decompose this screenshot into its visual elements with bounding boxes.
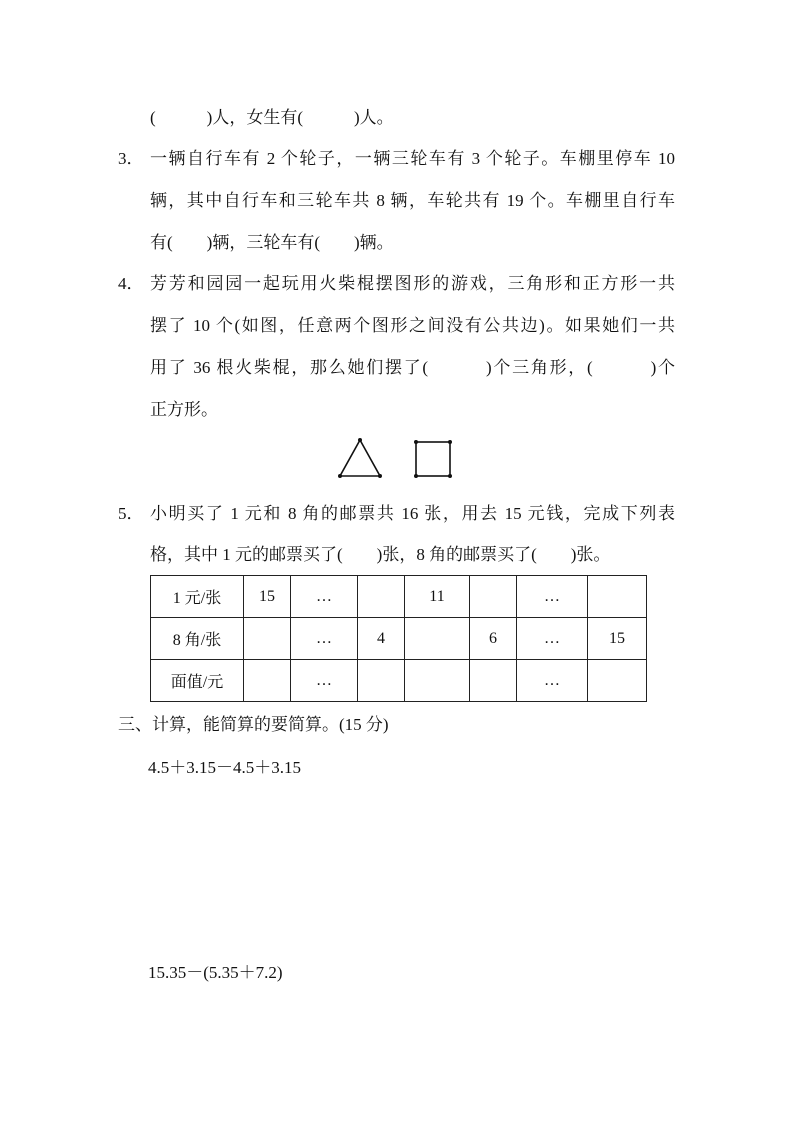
table-cell: … — [517, 660, 588, 702]
row-header: 面值/元 — [151, 660, 244, 702]
question-4-line-2: 摆了 10 个(如图，任意两个图形之间没有公共边)。如果她们一共 — [150, 316, 675, 335]
table-cell — [405, 660, 470, 702]
table-row — [151, 660, 647, 702]
question-3-number: 3． — [118, 149, 144, 168]
question-3-line-2: 辆，其中自行车和三轮车共 8 辆，车轮共有 19 个。车棚里自行车 — [150, 191, 675, 210]
question-5-number: 5． — [118, 504, 144, 523]
question-5-line-2: 格，其中 1 元的邮票买了( )张，8 角的邮票买了( )张。 — [150, 545, 611, 564]
question-4-line-3: 用了 36 根火柴棍，那么她们摆了( )个三角形，( )个 — [150, 358, 675, 377]
table-cell — [470, 576, 517, 618]
section-3-title: 三、计算，能简算的要简算。(15 分) — [118, 715, 389, 734]
question-2-tail: ( )人，女生有( )人。 — [150, 108, 394, 127]
question-4-number: 4． — [118, 274, 144, 293]
table-cell: 6 — [470, 618, 517, 660]
table-cell — [358, 660, 405, 702]
question-5-line-1: 小明买了 1 元和 8 角的邮票共 16 张，用去 15 元钱，完成下列表 — [150, 504, 675, 523]
table-cell: … — [291, 576, 358, 618]
row-header: 8 角/张 — [151, 618, 244, 660]
table-cell — [405, 618, 470, 660]
table-cell — [244, 660, 291, 702]
row-header: 1 元/张 — [151, 576, 244, 618]
table-row — [151, 618, 647, 660]
table-cell: … — [291, 660, 358, 702]
table-cell: … — [517, 618, 588, 660]
calculation-1: 4.5＋3.15－4.5＋3.15 — [148, 758, 301, 777]
table-cell — [244, 618, 291, 660]
table-cell — [588, 660, 647, 702]
table-cell: … — [291, 618, 358, 660]
stamp-table — [150, 575, 647, 702]
square-figure — [414, 440, 452, 478]
question-3-line-1: 一辆自行车有 2 个轮子，一辆三轮车有 3 个轮子。车棚里停车 10 — [150, 149, 675, 168]
matchstick-figures — [330, 436, 460, 486]
table-cell: 4 — [358, 618, 405, 660]
table-cell — [358, 576, 405, 618]
table-cell: 15 — [588, 618, 647, 660]
table-row — [151, 576, 647, 618]
question-3-line-3: 有( )辆，三轮车有( )辆。 — [150, 233, 394, 252]
table-cell: 11 — [405, 576, 470, 618]
question-4-line-1: 芳芳和园园一起玩用火柴棍摆图形的游戏，三角形和正方形一共 — [150, 274, 675, 293]
calculation-2: 15.35－(5.35＋7.2) — [148, 963, 283, 982]
table-cell — [588, 576, 647, 618]
question-4-line-4: 正方形。 — [150, 400, 218, 419]
table-cell — [470, 660, 517, 702]
table-cell: 15 — [244, 576, 291, 618]
table-cell: … — [517, 576, 588, 618]
triangle-figure — [338, 438, 382, 478]
